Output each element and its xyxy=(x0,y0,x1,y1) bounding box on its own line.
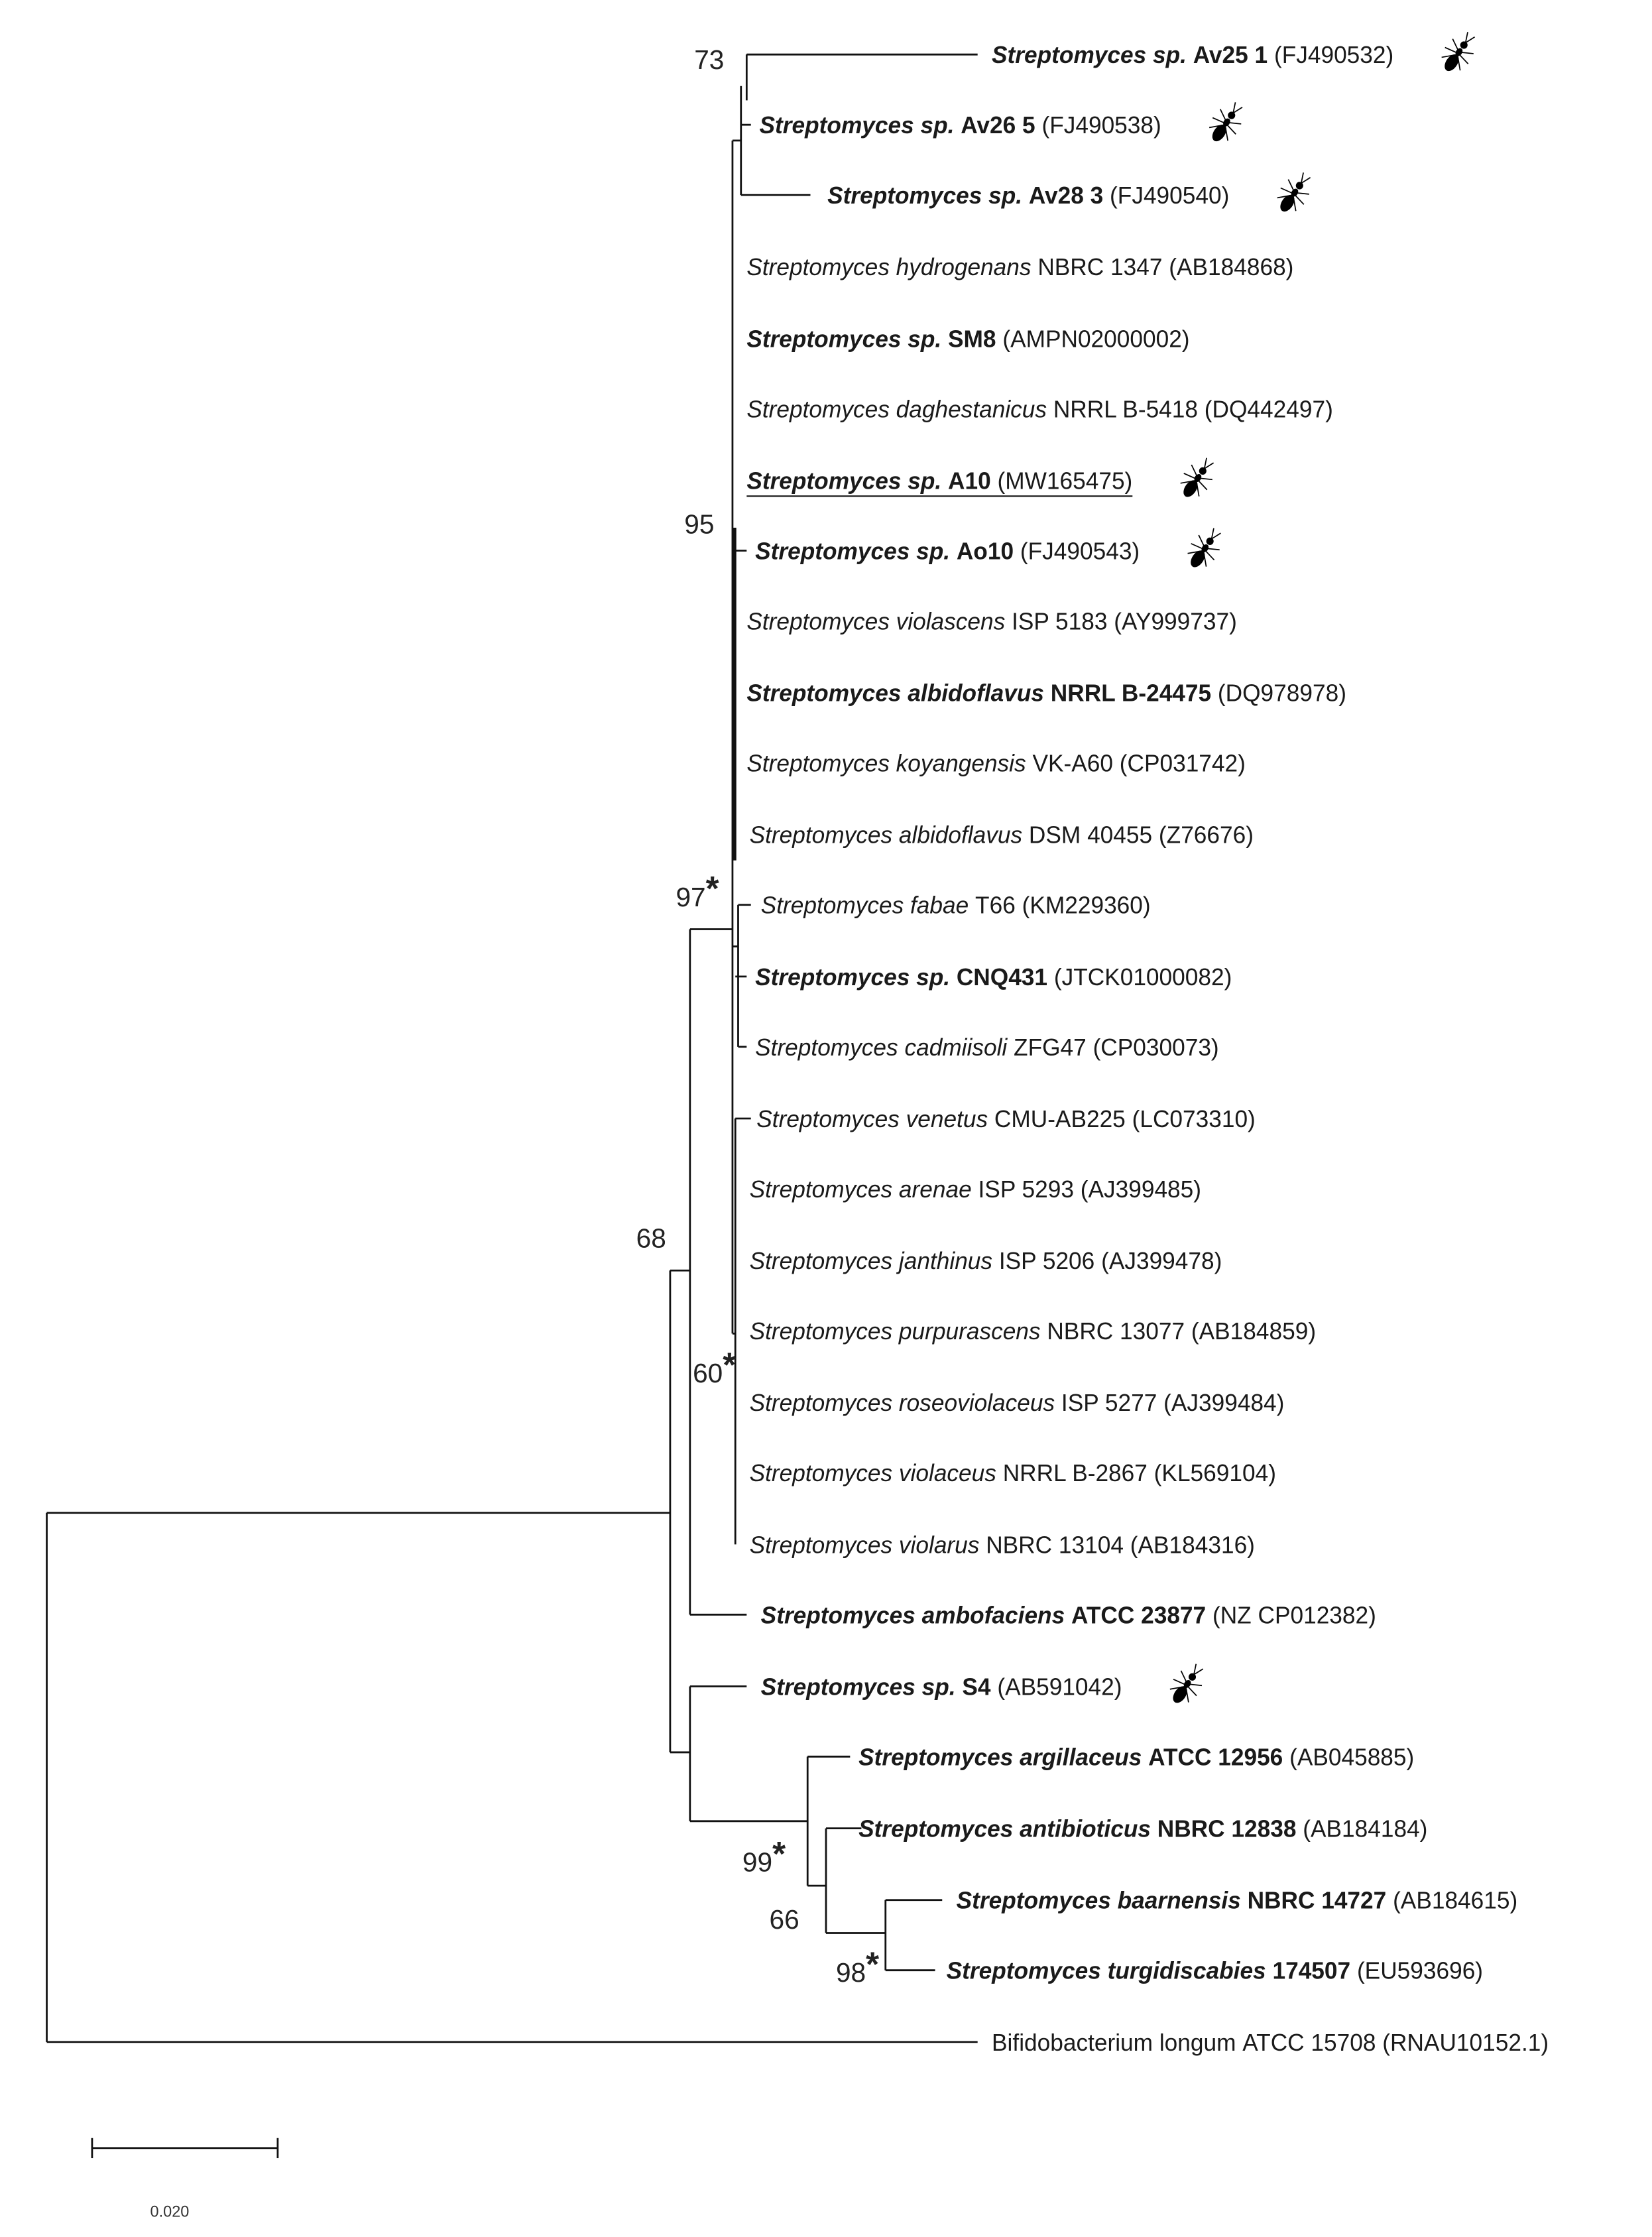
leaf-accession: (CP030073) xyxy=(1092,1034,1219,1061)
leaf-accession: (KM229360) xyxy=(1022,892,1151,919)
scale-bar-label: 0.020 xyxy=(150,2203,190,2221)
leaf-species: Streptomyces sp. xyxy=(827,182,1023,210)
leaf-species: Streptomyces violaceus xyxy=(749,1460,996,1487)
leaf-species: Streptomyces koyangensis xyxy=(746,750,1026,777)
leaf-label xyxy=(760,112,1161,139)
leaf-label xyxy=(858,1815,1427,1842)
bootstrap-number: 95 xyxy=(684,509,715,540)
leaf-species: Streptomyces sp. xyxy=(755,963,951,991)
leaf-accession: (AJ399484) xyxy=(1163,1390,1285,1417)
leaf-accession: (AB184615) xyxy=(1393,1887,1518,1914)
leaf-accession: (RNAU10152.1) xyxy=(1382,2029,1549,2056)
leaf-species: Streptomyces violarus xyxy=(749,1532,980,1559)
leaf-label xyxy=(755,538,1140,564)
leaf-label xyxy=(947,1958,1483,1984)
leaf-accession: (MW165475) xyxy=(997,467,1133,495)
leaf-label xyxy=(761,892,1151,919)
ant-icon xyxy=(1181,522,1228,575)
leaf-strain: NRRL B-24475 xyxy=(1050,680,1212,707)
leaf-label xyxy=(755,964,1232,991)
leaf-strain: ISP 5206 xyxy=(998,1247,1095,1275)
leaf-strain: A10 xyxy=(948,467,991,495)
leaf-strain: ZFG47 xyxy=(1014,1034,1087,1061)
leaf-strain: VK-A60 xyxy=(1032,750,1113,777)
leaf-accession: (AY999737) xyxy=(1114,608,1237,635)
leaf-accession: (FJ490540) xyxy=(1110,182,1230,210)
leaf-species: Streptomyces hydrogenans xyxy=(746,254,1032,281)
bootstrap-number: 68 xyxy=(636,1223,666,1254)
leaf-accession: (AB591042) xyxy=(997,1673,1122,1701)
leaf-strain: NBRC 1347 xyxy=(1037,254,1163,281)
leaf-accession: (AJ399485) xyxy=(1080,1176,1202,1203)
leaf-label xyxy=(746,396,1333,422)
leaf-label xyxy=(750,1532,1255,1558)
leaf-strain: ATCC 15708 xyxy=(1242,2029,1376,2056)
leaf-strain: ISP 5183 xyxy=(1012,608,1108,635)
leaf-accession: (AJ399478) xyxy=(1101,1247,1222,1275)
bootstrap-number: 60 xyxy=(693,1357,723,1389)
leaf-species: Streptomyces antibioticus xyxy=(858,1815,1151,1843)
leaf-accession: (Z76676) xyxy=(1158,821,1254,849)
leaf-strain: NBRC 12838 xyxy=(1157,1815,1297,1843)
leaf-strain: ATCC 23877 xyxy=(1071,1602,1207,1629)
leaf-accession: (AB184316) xyxy=(1130,1532,1255,1559)
leaf-strain: ATCC 12956 xyxy=(1148,1744,1283,1771)
significance-star: * xyxy=(705,869,719,908)
leaf-accession: (FJ490538) xyxy=(1041,111,1161,139)
ant-icon xyxy=(1435,27,1482,79)
leaf-strain: T66 xyxy=(975,892,1016,919)
leaf-label xyxy=(761,1602,1376,1628)
leaf-accession: (KL569104) xyxy=(1153,1460,1276,1487)
leaf-accession: (JTCK01000082) xyxy=(1053,963,1232,991)
leaf-strain: NBRC 13077 xyxy=(1047,1317,1185,1345)
bootstrap-value xyxy=(636,1223,666,1253)
leaf-species: Streptomyces albidoflavus xyxy=(746,680,1045,707)
bootstrap-number: 73 xyxy=(694,44,725,75)
leaf-species: Bifidobacterium longum xyxy=(992,2029,1236,2056)
leaf-strain: Ao10 xyxy=(956,538,1014,565)
leaf-accession: (AB184184) xyxy=(1303,1815,1428,1843)
leaf-species: Streptomyces argillaceus xyxy=(858,1744,1142,1771)
leaf-species: Streptomyces sp. xyxy=(992,41,1187,69)
leaf-label xyxy=(992,42,1393,68)
leaf-species: Streptomyces sp. xyxy=(746,326,942,353)
bootstrap-number: 99 xyxy=(742,1846,773,1878)
leaf-label xyxy=(746,254,1293,280)
leaf-label xyxy=(761,1673,1122,1700)
scale-bar xyxy=(92,2138,278,2221)
leaf-accession: (DQ978978) xyxy=(1217,680,1346,707)
bootstrap-value xyxy=(693,1345,737,1388)
leaf-label xyxy=(992,2029,1549,2056)
leaf-strain: SM8 xyxy=(948,326,996,353)
leaf-accession: (CP031742) xyxy=(1119,750,1246,777)
leaf-species: Streptomyces cadmiisoli xyxy=(755,1034,1008,1061)
leaf-strain: NRRL B-2867 xyxy=(1002,1460,1148,1487)
leaf-label xyxy=(746,680,1346,706)
bootstrap-value xyxy=(742,1835,786,1878)
leaf-strain: NBRC 14727 xyxy=(1247,1887,1387,1914)
leaf-accession: (EU593696) xyxy=(1356,1957,1484,1984)
leaf-species: Streptomyces sp. xyxy=(755,538,951,565)
leaf-species: Streptomyces purpurascens xyxy=(749,1317,1041,1345)
ant-icon xyxy=(1163,1658,1211,1711)
leaf-label xyxy=(827,182,1229,209)
leaf-strain: NBRC 13104 xyxy=(986,1532,1124,1559)
bootstrap-number: 66 xyxy=(769,1904,799,1935)
ant-icon xyxy=(1270,167,1318,219)
leaf-strain: DSM 40455 xyxy=(1028,821,1153,849)
leaf-label xyxy=(755,1034,1219,1061)
bootstrap-number: 98 xyxy=(835,1957,866,1988)
leaf-strain: Av28 3 xyxy=(1028,182,1104,210)
leaf-species: Streptomyces violascens xyxy=(746,608,1006,635)
leaf-strain: ISP 5293 xyxy=(978,1176,1074,1203)
leaf-species: Streptomyces janthinus xyxy=(749,1247,993,1275)
significance-star: * xyxy=(772,1834,786,1873)
leaf-species: Streptomyces roseoviolaceus xyxy=(749,1390,1055,1417)
ant-icon xyxy=(1203,97,1250,149)
leaf-strain: 174507 xyxy=(1272,1957,1351,1984)
leaf-label xyxy=(750,1390,1285,1416)
leaf-label xyxy=(957,1888,1518,1914)
leaf-species: Streptomyces turgidiscabies xyxy=(946,1957,1266,1984)
bootstrap-value xyxy=(836,1945,880,1988)
leaf-accession: (FJ490532) xyxy=(1273,41,1394,69)
leaf-strain: Av25 1 xyxy=(1193,41,1268,69)
leaf-label xyxy=(750,1460,1276,1486)
thick-branch-segment xyxy=(732,528,737,861)
leaf-accession: (AB184859) xyxy=(1191,1317,1317,1345)
leaf-labels xyxy=(746,42,1549,2056)
bootstrap-value xyxy=(694,44,724,75)
leaf-strain: S4 xyxy=(962,1673,991,1701)
leaf-accession: (AB045885) xyxy=(1289,1744,1415,1771)
bootstrap-number: 97 xyxy=(676,881,706,912)
significance-star: * xyxy=(866,1945,880,1984)
leaf-label xyxy=(746,326,1189,352)
leaf-strain: ISP 5277 xyxy=(1061,1390,1157,1417)
leaf-species: Streptomyces venetus xyxy=(756,1105,988,1133)
leaf-label xyxy=(858,1744,1414,1770)
leaf-accession: (AB184868) xyxy=(1169,254,1294,281)
leaf-strain: NRRL B-5418 xyxy=(1053,396,1199,423)
leaf-species: Streptomyces fabae xyxy=(760,892,969,919)
leaf-species: Streptomyces sp. xyxy=(746,467,942,495)
bootstrap-value xyxy=(684,509,714,539)
bootstrap-value xyxy=(770,1904,799,1935)
leaf-accession: (NZ CP012382) xyxy=(1212,1602,1376,1629)
leaf-label xyxy=(750,1318,1316,1345)
leaf-accession: (LC073310) xyxy=(1132,1105,1256,1133)
leaf-accession: (FJ490543) xyxy=(1020,538,1140,565)
leaf-label xyxy=(746,750,1246,776)
ant-icon xyxy=(1173,452,1221,505)
leaf-label xyxy=(746,467,1132,494)
leaf-species: Streptomyces daghestanicus xyxy=(746,396,1047,423)
leaf-strain: CNQ431 xyxy=(956,963,1048,991)
leaf-accession: (DQ442497) xyxy=(1204,396,1333,423)
significance-star: * xyxy=(723,1345,737,1384)
leaf-species: Streptomyces ambofaciens xyxy=(760,1602,1065,1629)
leaf-species: Streptomyces sp. xyxy=(760,1673,956,1701)
leaf-species: Streptomyces baarnensis xyxy=(956,1887,1241,1914)
leaf-label xyxy=(756,1106,1256,1132)
leaf-label xyxy=(746,608,1237,635)
leaf-label xyxy=(750,822,1254,849)
leaf-label xyxy=(750,1176,1201,1203)
leaf-species: Streptomyces albidoflavus xyxy=(749,821,1023,849)
leaf-strain: Av26 5 xyxy=(961,111,1035,139)
leaf-label xyxy=(750,1248,1222,1274)
leaf-species: Streptomyces arenae xyxy=(749,1176,972,1203)
leaf-species: Streptomyces sp. xyxy=(759,111,955,139)
bootstrap-value xyxy=(676,869,719,912)
leaf-strain: CMU-AB225 xyxy=(994,1105,1126,1133)
leaf-accession: (AMPN02000002) xyxy=(1002,326,1190,353)
